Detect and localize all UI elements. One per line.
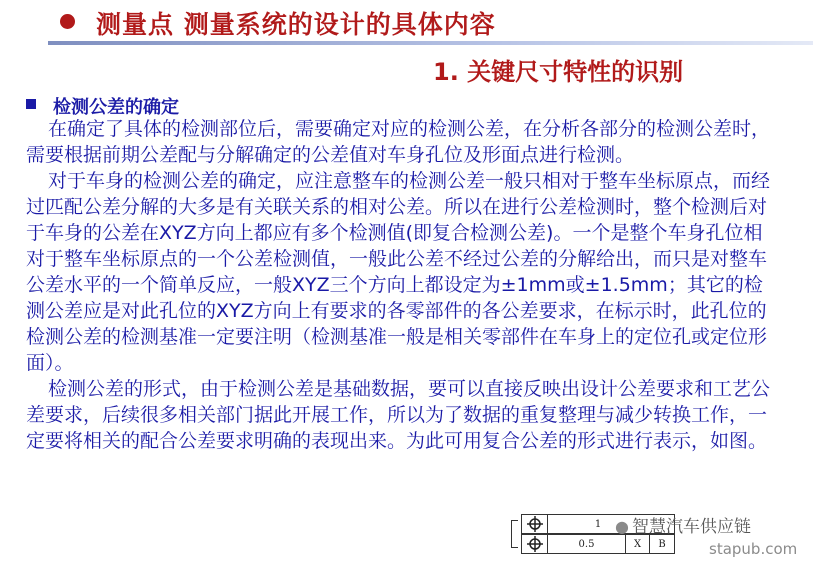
page-title: 测量点 测量系统的设计的具体内容 <box>96 10 496 39</box>
title-bullet-icon <box>60 14 75 29</box>
watermark-url: stapub.com <box>709 540 798 558</box>
upper-tolerance-value: 1 <box>594 518 602 530</box>
body-text <box>26 116 774 454</box>
position-symbol-icon <box>522 535 548 553</box>
paragraph-3: 检测公差的形式，由于检测公差是基础数据，要可以直接反映出设计公差要求和工艺公差要求，后续很多相关部门据此开展工作，所以为了数据的重复整理与减少转换工作，一定要将相关的配合公差要求明确的表现出来。为此可用复合公差的形式进行表示，如图。 <box>26 378 771 452</box>
datum-b: B <box>658 538 666 550</box>
lower-tolerance-value: 0.5 <box>548 535 626 553</box>
frame-bracket <box>511 520 520 548</box>
position-symbol-icon <box>522 515 548 533</box>
watermark-brand <box>615 512 751 537</box>
datum-x: X <box>626 535 650 553</box>
title-underline <box>48 41 813 45</box>
frame-row-lower <box>521 534 675 554</box>
wechat-icon: ● <box>615 517 629 536</box>
paragraph-2: 对于车身的检测公差的确定，应注意整车的检测公差一般只相对于整车坐标原点，而经过匹配公差分解的大多是有关联关系的相对公差。所以在进行公差检测时，整个检测后对于车身的公差在XYZ方向上都应有多个检测值(即复合检测公差)。一个是整个车身孔位相对于整车坐标原点的一个公差检测值，一般此公差不经过公差的分解给出，而只是对整车公差水平的一个简单反应，一般XYZ三个方向上都设定为±1mm或±1.5mm；其它的检测公差应是对此孔位的XYZ方向上有要求的各零部件的各公差要求，在标示时，此孔位的检测公差的检测基准一定要注明（检测基准一般是相关零部件在车身上的定位孔或定位形面）。 <box>26 170 771 374</box>
paragraph-1: 在确定了具体的检测部位后，需要确定对应的检测公差，在分析各部分的检测公差时，需要根据前期公差配与分解确定的公差值对车身孔位及形面点进行检测。 <box>26 118 771 166</box>
watermark-brand-text: 智慧汽车供应链 <box>631 517 751 537</box>
slide-subtitle: 1. 关键尺寸特性的识别 <box>433 58 684 86</box>
slide-header <box>0 0 813 44</box>
square-bullet-icon <box>26 99 36 109</box>
section-title: 检测公差的确定 <box>53 97 179 118</box>
